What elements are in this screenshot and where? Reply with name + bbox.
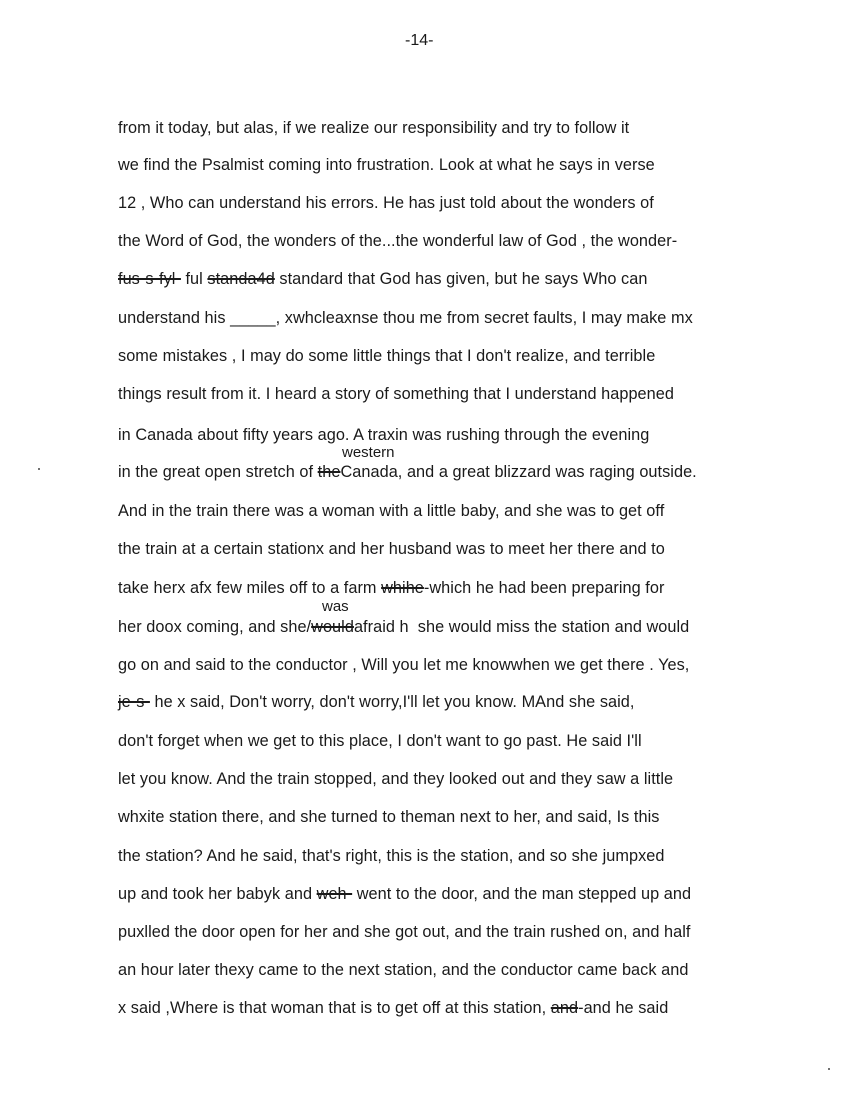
text-line — [118, 384, 674, 404]
text-segment: in Canada about fifty years ago. A traxin was rushing through the evening — [118, 426, 650, 444]
text-segment: from it today, but alas, if we realize our responsibility and try to follow it — [118, 119, 630, 137]
text-segment: -which he had been preparing for — [423, 579, 665, 597]
text-line — [118, 308, 693, 328]
text-segment: went to the door, and the man stepped up and — [352, 885, 692, 903]
struck-text: and — [550, 999, 579, 1017]
text-segment: an hour later thexy came to the next station, and the conductor came back and — [118, 961, 689, 979]
text-line — [118, 462, 697, 482]
text-segment: 12 , Who can understand his errors. He has just told about the wonders of — [118, 194, 654, 212]
text-segment: understand his _____, xwhcleaxnse thou me from secret faults, I may make mx — [118, 309, 693, 327]
text-line — [118, 501, 664, 521]
text-line — [118, 155, 655, 175]
struck-text: je-s- — [118, 693, 150, 711]
speck — [38, 468, 40, 470]
text-segment: the Word of God, the wonders of the...the wonderful law of God , the wonder- — [118, 232, 678, 250]
text-segment: whxite station there, and she turned to theman next to her, and said, Is this — [118, 808, 660, 826]
text-line — [118, 731, 642, 751]
handwritten-insertion-was: was — [322, 598, 349, 615]
text-segment: Canada, and a great blizzard was raging outside. — [340, 463, 697, 481]
text-segment: standard that God has given, but he says Who can — [274, 270, 648, 288]
text-line — [118, 269, 647, 289]
text-segment: puxlled the door open for her and she got out, and the train rushed on, and half — [118, 923, 691, 941]
struck-text: the — [317, 463, 341, 481]
text-segment: go on and said to the conductor , Will you let me knowwhen we get there . Yes, — [118, 656, 690, 674]
text-line — [118, 846, 664, 866]
text-segment: ful — [180, 270, 208, 288]
text-segment: her doox coming, and she/ — [118, 618, 312, 636]
text-line — [118, 960, 688, 980]
text-segment: don't forget when we get to this place, I don't want to go past. He said I'll — [118, 732, 642, 750]
struck-text: would — [311, 618, 354, 636]
text-segment: up and took her babyk and — [118, 885, 317, 903]
text-segment: the train at a certain stationx and her husband was to meet her there and to — [118, 540, 665, 558]
handwritten-insertion-western: western — [342, 444, 395, 461]
text-segment: the station? And he said, that's right, this is the station, and so she jumpxed — [118, 847, 665, 865]
struck-text: weh- — [316, 885, 353, 903]
speck — [828, 1068, 830, 1070]
text-segment: afraid h she would miss the station and would — [353, 618, 690, 636]
text-segment: some mistakes , I may do some little things that I don't realize, and terrible — [118, 347, 656, 365]
text-line — [118, 346, 655, 366]
page-number: -14- — [405, 32, 434, 49]
text-segment: -and he said — [578, 999, 669, 1017]
text-line — [118, 425, 649, 445]
struck-text: whihe — [381, 579, 424, 597]
text-line — [118, 922, 690, 942]
text-segment: things result from it. I heard a story of something that I understand happened — [118, 385, 674, 403]
text-line — [118, 655, 689, 675]
text-line — [118, 231, 677, 251]
text-segment: in the great open stretch of — [118, 463, 318, 481]
text-line — [118, 807, 659, 827]
text-line — [118, 769, 673, 789]
text-line — [118, 193, 654, 213]
text-line — [118, 617, 689, 637]
text-segment: let you know. And the train stopped, and they looked out and they saw a little — [118, 770, 674, 788]
text-line — [118, 118, 629, 138]
text-segment: he x said, Don't worry, don't worry,I'll let you know. MAnd she said, — [149, 693, 635, 711]
struck-text: fus-s-fyl- — [118, 270, 181, 288]
text-segment: take herx afx few miles off to a farm — [118, 579, 382, 597]
text-line — [118, 692, 635, 712]
text-segment: And in the train there was a woman with a little baby, and she was to get off — [118, 502, 665, 520]
text-line — [118, 884, 691, 904]
text-line — [118, 998, 668, 1018]
text-line — [118, 578, 664, 598]
text-segment: we find the Psalmist coming into frustration. Look at what he says in verse — [118, 156, 655, 174]
text-segment: x said ,Where is that woman that is to get off at this station, — [118, 999, 551, 1017]
text-line — [118, 539, 665, 559]
struck-text: standa4d — [207, 270, 275, 288]
